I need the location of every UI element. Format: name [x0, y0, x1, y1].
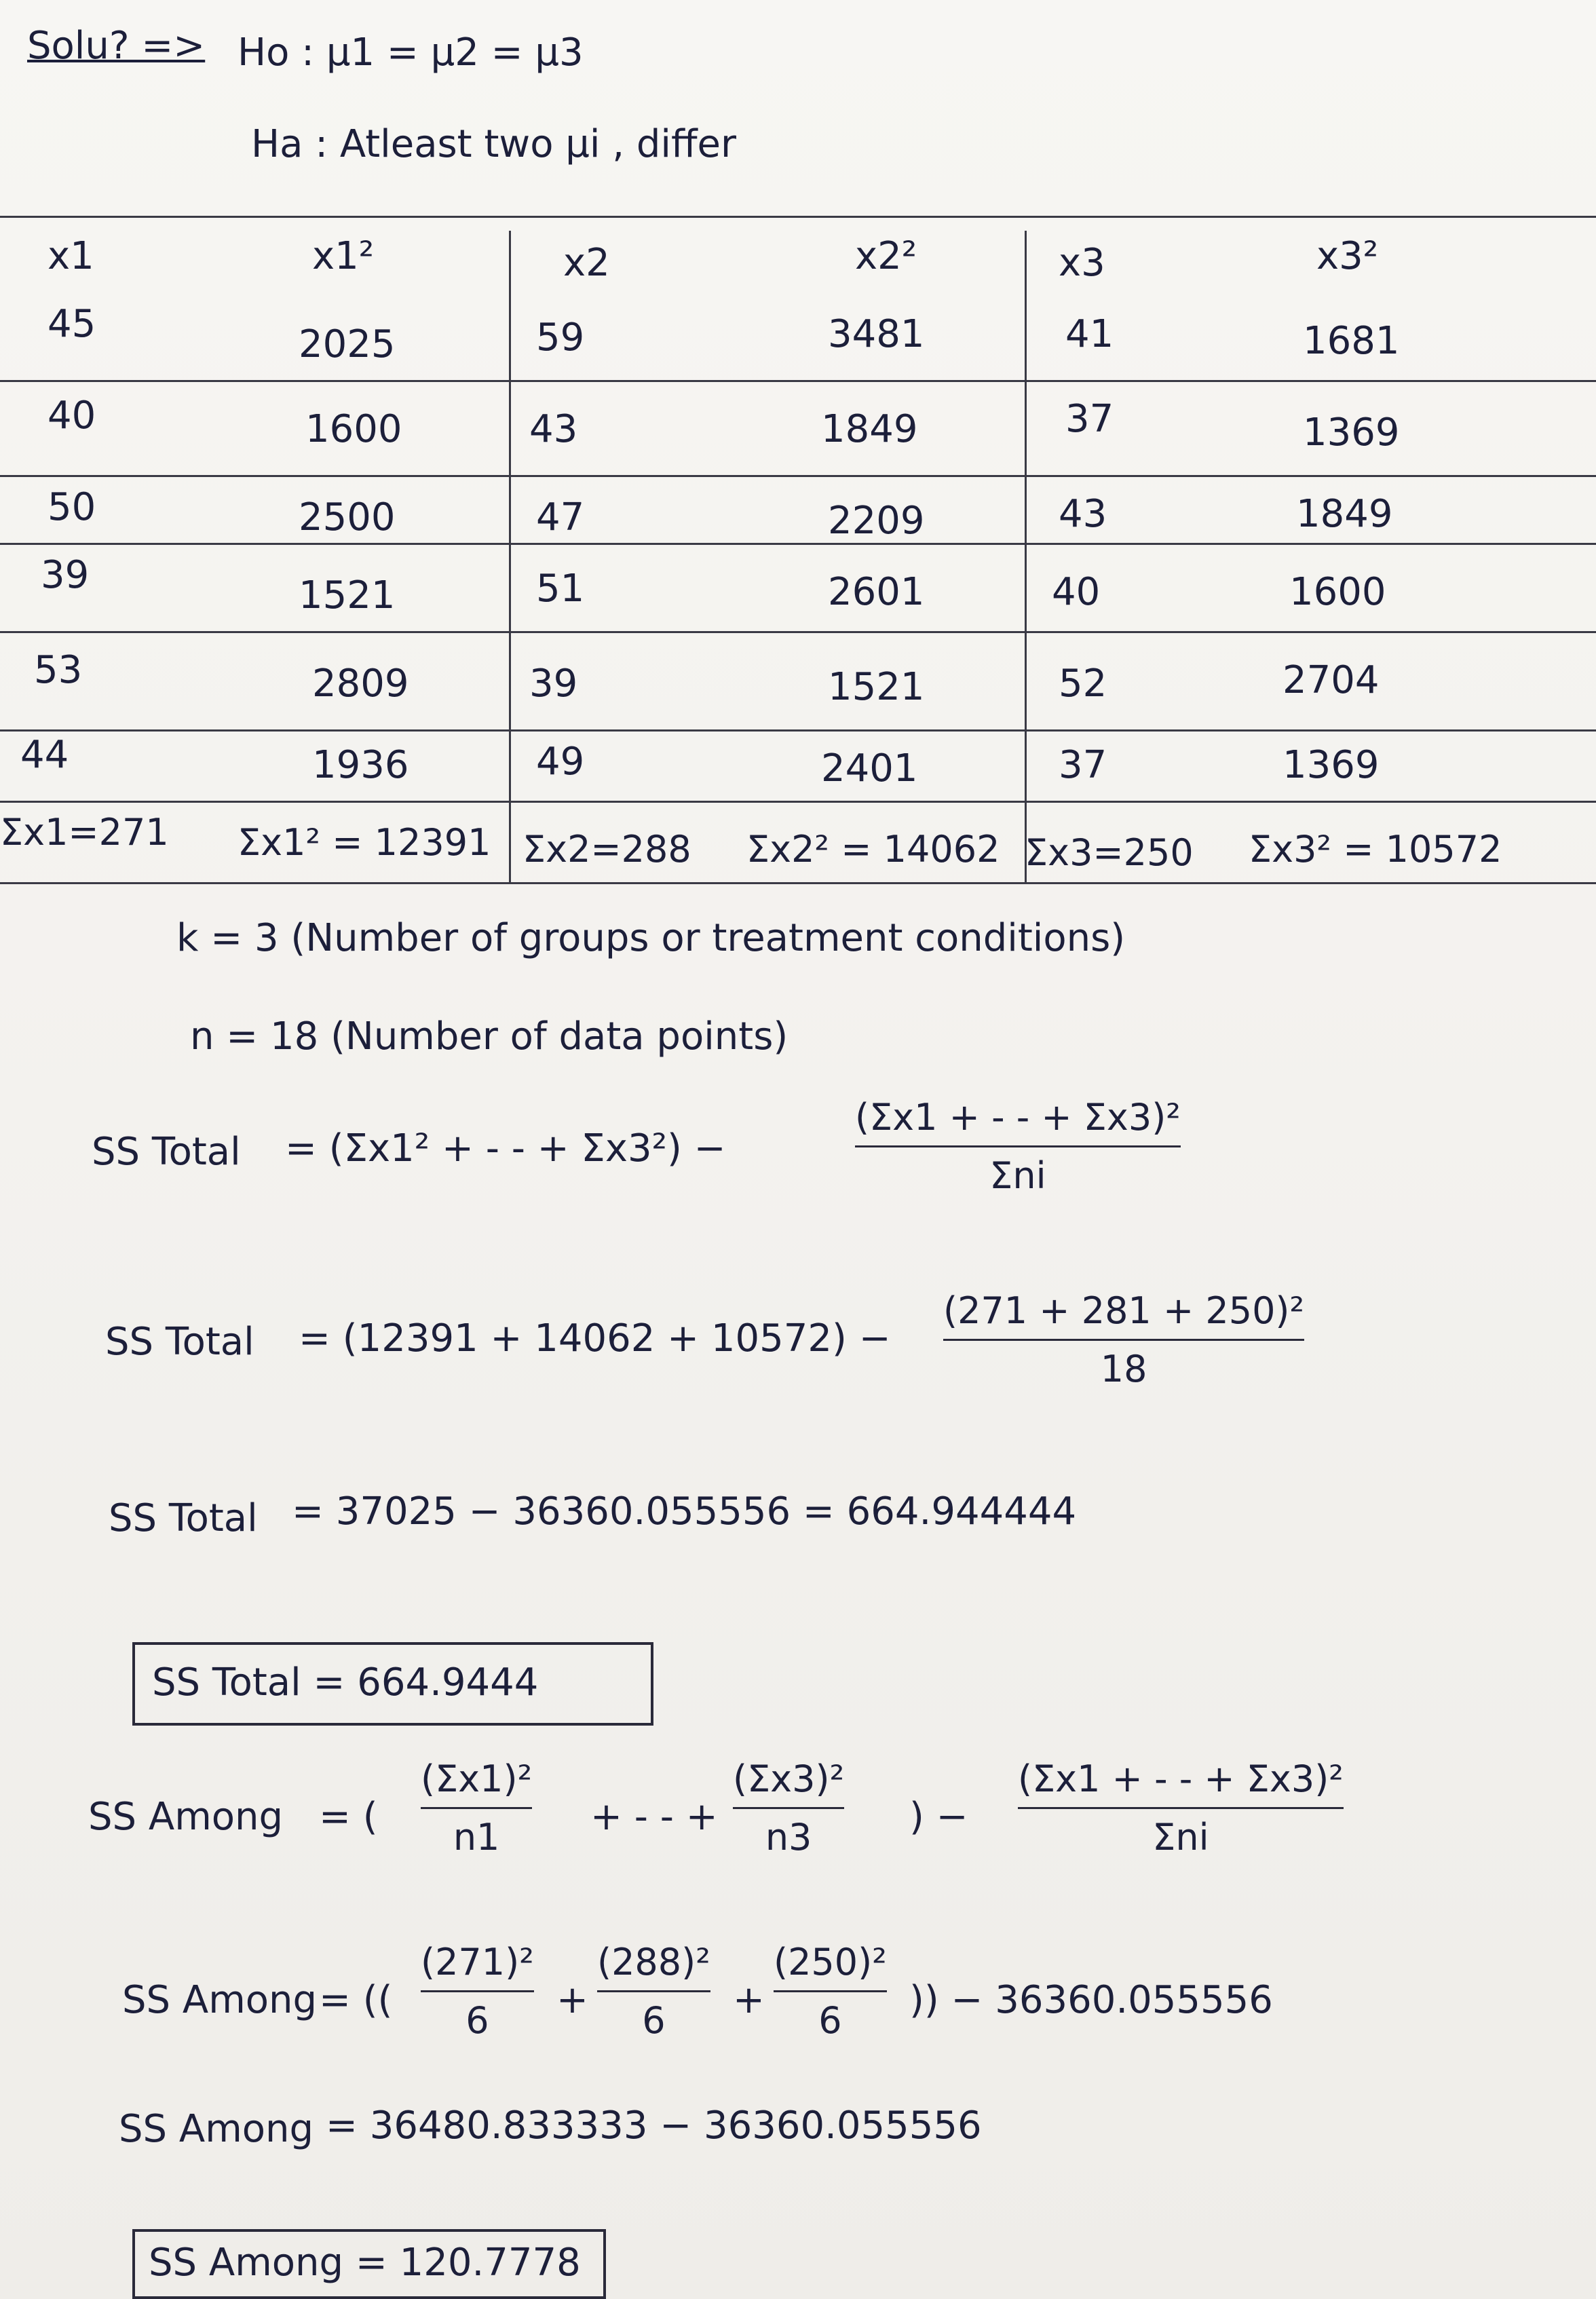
table-cell: 39	[529, 662, 578, 706]
ss-among-result: = 36480.833333 − 36360.055556	[326, 2104, 982, 2148]
table-cell: 1849	[821, 407, 918, 451]
ss-total-formula-fraction	[855, 1096, 1181, 1197]
ss-total-label: SS Total	[105, 1320, 254, 1364]
table-cell: 1521	[299, 573, 396, 618]
header-x1: x1	[48, 234, 94, 278]
fraction-denominator: 6	[818, 1999, 842, 2042]
ss-total-label: SS Total	[92, 1130, 241, 1174]
table-cell: 2500	[299, 495, 396, 539]
ss-among-sub-fraction-2	[597, 1941, 710, 2042]
solution-label: Solu? =>	[27, 24, 206, 68]
ss-among-answer-box	[132, 2229, 606, 2299]
row-rule	[0, 475, 1596, 477]
table-cell: 41	[1065, 312, 1114, 356]
table-cell: 1849	[1296, 492, 1393, 536]
table-cell: 1600	[1289, 570, 1386, 614]
table-cell: 52	[1059, 662, 1107, 706]
table-cell: 43	[1059, 492, 1107, 536]
null-hypothesis: Ho : μ1 = μ2 = μ3	[238, 31, 584, 75]
plus-sign: +	[733, 1978, 765, 2022]
table-cell: 40	[1052, 570, 1101, 614]
table-cell: 44	[20, 733, 69, 777]
ss-total-label: SS Total	[109, 1496, 258, 1540]
header-x3: x3	[1059, 241, 1105, 285]
fraction-numerator: (288)²	[597, 1941, 710, 1992]
fraction-numerator: (Σx3)²	[733, 1758, 844, 1809]
fraction-numerator: (250)²	[774, 1941, 887, 1992]
table-cell: 2809	[312, 662, 409, 706]
ss-among-sub-fraction-3	[774, 1941, 887, 2042]
row-rule	[0, 631, 1596, 633]
ss-among-ellipsis: + - - +	[590, 1795, 718, 1839]
fraction-denominator: Σni	[989, 1154, 1046, 1197]
table-cell: 47	[536, 495, 585, 539]
ss-among-fraction-1	[421, 1758, 532, 1859]
column-divider	[509, 231, 511, 882]
table-cell: 2704	[1282, 658, 1380, 702]
sum-x1: Σx1=271	[0, 811, 169, 854]
ss-among-label: SS Among	[88, 1795, 284, 1839]
table-cell: 2025	[299, 322, 396, 366]
header-x1-squared: x1²	[312, 234, 375, 278]
ss-among-close: ) −	[909, 1795, 968, 1839]
table-cell: 51	[536, 567, 585, 611]
ss-among-sub-open: = ((	[319, 1978, 393, 2022]
fraction-denominator: 18	[1100, 1348, 1147, 1390]
n-definition: n = 18 (Number of data points)	[190, 1014, 788, 1059]
ss-total-formula: = (Σx1² + - - + Σx3²) −	[285, 1126, 726, 1171]
table-top-rule	[0, 216, 1596, 218]
k-definition: k = 3 (Number of groups or treatment conditions)	[176, 916, 1126, 960]
table-cell: 50	[48, 485, 96, 529]
table-cell: 43	[529, 407, 578, 451]
ss-among-sub-close: )) − 36360.055556	[909, 1978, 1273, 2022]
row-rule	[0, 543, 1596, 545]
table-cell: 3481	[828, 312, 925, 356]
table-cell: 49	[536, 740, 585, 784]
table-cell: 2601	[828, 570, 925, 614]
alternative-hypothesis: Ha : Atleast two μi , differ	[251, 122, 737, 166]
fraction-numerator: (271 + 281 + 250)²	[943, 1289, 1304, 1341]
sum-x2: Σx2=288	[522, 828, 691, 871]
ss-total-substitution: = (12391 + 14062 + 10572) −	[299, 1316, 891, 1361]
table-cell: 59	[536, 316, 585, 360]
row-rule	[0, 380, 1596, 382]
sum-x1-squared: Σx1² = 12391	[238, 821, 491, 864]
fraction-denominator: 6	[466, 1999, 489, 2042]
ss-total-substitution-fraction	[943, 1289, 1304, 1390]
header-x3-squared: x3²	[1316, 234, 1379, 278]
fraction-numerator: (Σx1 + - - + Σx3)²	[1018, 1758, 1344, 1809]
ss-among-sub-fraction-1	[421, 1941, 534, 2042]
ss-among-answer: SS Among = 120.7778	[149, 2241, 581, 2285]
ss-among-label: SS Among	[122, 1978, 318, 2022]
fraction-denominator: 6	[642, 1999, 666, 2042]
table-cell: 1521	[828, 665, 925, 709]
table-cell: 39	[41, 553, 90, 597]
fraction-numerator: (271)²	[421, 1941, 534, 1992]
table-cell: 40	[48, 394, 96, 438]
table-bottom-rule	[0, 882, 1596, 884]
table-cell: 1681	[1303, 319, 1400, 363]
table-cell: 2401	[821, 746, 918, 791]
table-cell: 45	[48, 302, 96, 346]
sum-x3-squared: Σx3² = 10572	[1249, 828, 1502, 871]
ss-total-result: = 37025 − 36360.055556 = 664.944444	[292, 1489, 1077, 1534]
table-cell: 2209	[828, 499, 925, 543]
row-rule	[0, 801, 1596, 803]
ss-among-open: = (	[319, 1795, 378, 1839]
sum-x3: Σx3=250	[1025, 831, 1194, 874]
fraction-numerator: (Σx1 + - - + Σx3)²	[855, 1096, 1181, 1147]
sum-x2-squared: Σx2² = 14062	[746, 828, 1000, 871]
fraction-denominator: n3	[765, 1816, 812, 1859]
ss-among-label: SS Among	[119, 2107, 314, 2151]
ss-among-total-fraction	[1018, 1758, 1344, 1859]
ss-total-answer: SS Total = 664.9444	[152, 1660, 539, 1705]
header-x2: x2	[563, 241, 610, 285]
column-divider	[1025, 231, 1027, 882]
row-rule	[0, 729, 1596, 732]
ss-total-answer-box	[132, 1642, 653, 1726]
table-cell: 37	[1065, 397, 1114, 441]
table-cell: 37	[1059, 743, 1107, 787]
fraction-denominator: Σni	[1152, 1816, 1209, 1859]
ss-among-fraction-3	[733, 1758, 844, 1859]
header-x2-squared: x2²	[855, 234, 917, 278]
table-cell: 1936	[312, 743, 409, 787]
table-cell: 1369	[1303, 411, 1400, 455]
plus-sign: +	[556, 1978, 588, 2022]
table-cell: 1369	[1282, 743, 1380, 787]
table-cell: 53	[34, 648, 83, 692]
table-cell: 1600	[305, 407, 402, 451]
fraction-denominator: n1	[453, 1816, 500, 1859]
fraction-numerator: (Σx1)²	[421, 1758, 532, 1809]
